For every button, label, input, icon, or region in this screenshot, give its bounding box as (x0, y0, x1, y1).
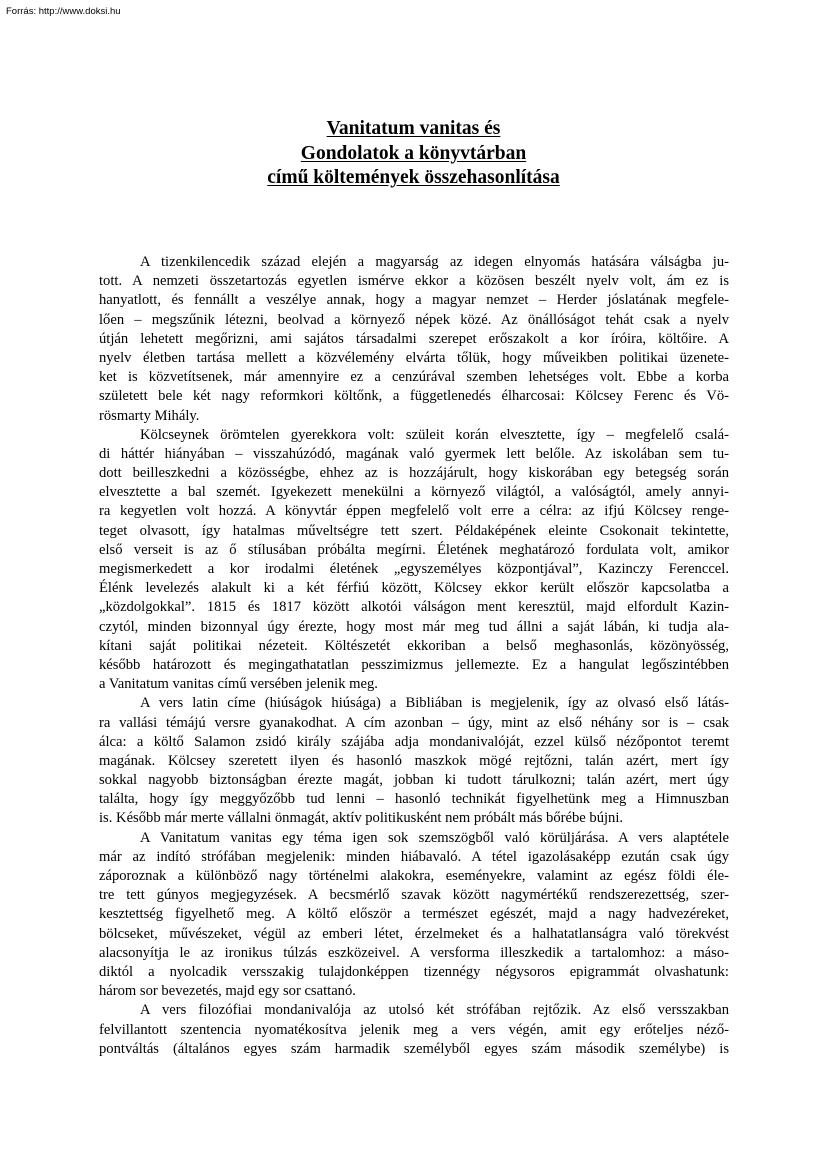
paragraph-line: teget olvasott, így hatalmas műveltségre tett szert. Példaképének eleinte Csokonait tekintette, (99, 522, 729, 539)
paragraph-line: czytól, minden bizonnyal úgy érezte, hogy most már meg tud állni a saját lábán, ki tudja ala- (99, 618, 729, 635)
paragraph-line: tre tett gúnyos megjegyzések. A becsmérlő szavak között nagymértékű rendszerezettség, szer- (99, 887, 729, 904)
paragraph-line: alacsonyítja le az ironikus túlzás eszközeivel. A versforma illeszkedik a tartalomhoz: a máso- (99, 944, 729, 961)
paragraph-line: nyelv életben tartása mellett a közvélemény elvárta tőlük, hogy műveikben politikai üzenete- (99, 349, 729, 366)
paragraph-line: záporoznak a különböző nagy történelmi alakokra, eseményekre, valamint az egész földi éle- (99, 868, 729, 884)
paragraph-line: kítani saját politikai nézeteit. Költészetét ekkoriban a belső meghasonlás, közönyösség, (99, 637, 729, 654)
paragraph-line: később határozott és megingathatatlan pesszimizmus jellemezte. Ez a hangulat legőszintébben (99, 656, 729, 673)
title-line: Gondolatok a könyvtárban (300, 142, 527, 164)
paragraph-line: rösmarty Mihály. (99, 407, 200, 424)
paragraph-line: már az indító strófában megjelenik: minden hiábavaló. A tétel igazolásaképp ezután csak úgy (99, 848, 729, 865)
paragraph-line: ra kegyetlen volt hozzá. A könyvtár éppen megfelelő volt erre a célra: az ifjú Kölcsey renge- (99, 503, 729, 520)
paragraph-line: első verseit is az ő stílusában próbálta megírni. Életének meghatározó fordulata volt, amikor (99, 541, 729, 558)
paragraph (99, 426, 729, 695)
paragraph-line: A vers filozófiai mondanivalója az utolsó két strófában rejtőzik. Az első versszakban (140, 1002, 729, 1019)
paragraph-line: találta, hogy így meggyőzőbb tud lenni – hasonló technikát figyelhetünk meg a Himnuszban (99, 791, 729, 808)
paragraph-line: Kölcseynek örömtelen gyerekkora volt: szüleit korán elvesztette, így – megfelelő csalá- (140, 426, 729, 443)
paragraph-line: elvesztette a bal szemét. Igyekezett menekülni a környező világtól, a valóságtól, amely annyi- (99, 484, 729, 501)
paragraph-line: felvillantott szentencia nyomatékosítva jelenik meg a vers végén, amit egy erőteljes néző- (99, 1021, 729, 1038)
paragraph-line: pontváltás (általános egyes szám harmadik személyből egyes szám második személybe) is (99, 1040, 729, 1057)
paragraph-line: A Vanitatum vanitas egy téma igen sok szemszögből való körüljárása. A vers alaptétele (140, 829, 729, 846)
paragraph-line: Élénk levelezés alakult ki a két férfiú között, Kölcsey ekkor került először kapcsolatba a (99, 580, 729, 597)
paragraph-line: A vers latin címe (hiúságok hiúsága) a Bibliában is megjelenik, így az olvasó első látás- (140, 695, 729, 712)
paragraph-line: „közdolgokkal”. 1815 és 1817 között alkotói válságon ment keresztül, majd elfordult Kazin- (99, 599, 729, 616)
paragraph-line: álca: a költő Salamon zsidó király szájába adja mondanivalóját, ezzel külső nézőpontot teremt (99, 733, 729, 750)
paragraph-line: három sor bevezetés, majd egy sor csattanó. (99, 983, 356, 1000)
paragraph (99, 1001, 729, 1059)
title-line: Vanitatum vanitas és (326, 118, 501, 139)
paragraph-line: is. Később már merte vállalni önmagát, aktív politikusként nem próbált más bőrébe bújni. (99, 810, 624, 827)
paragraph-line: diktól a nyolcadik versszakig tulajdonképpen tizennégy négysoros epigrammát olvashatunk: (99, 963, 729, 980)
paragraph-line: útján lehetett megőrizni, ami sajátos társadalmi szerepet erőszakolt a kor íróira, költőire. A (99, 330, 729, 347)
paragraph-line: dott beilleszkedni a közösségbe, ehhez az is hozzájárult, hogy kiskorában egy betegség során (99, 465, 729, 482)
title-line: című költemények összehasonlítása (267, 167, 560, 188)
source-label: Forrás: http://www.doksi.hu (6, 6, 121, 17)
paragraph-line: tott. A nemzeti összetartozás egyetlen ismérve ekkor a közösen beszélt nyelv volt, ám ez is (99, 273, 729, 290)
document-body (99, 253, 729, 1059)
paragraph-line: ra vallási témájú versre gyanakodhat. A cím azonban – úgy, mint az első néhány sor is – csak (99, 714, 729, 731)
paragraph (99, 694, 729, 828)
paragraph-line: megismerkedett a kor irodalmi életének „egyszemélyes központjával”, Kazinczy Ferenccel. (99, 561, 729, 577)
paragraph-line: született bele két nagy reformkori költőnk, a függetlenedés élharcosai: Kölcsey Ferenc és Vö- (99, 388, 729, 405)
paragraph-line: lően – megszűnik létezni, beolvad a környező népek közé. Az önállóságot tehát csak a nyelv (99, 311, 729, 328)
paragraph-line: magának. Kölcsey szeretett ilyen és hasonló maszkok mögé rejtőzni, talán azért, mert így (99, 752, 729, 769)
paragraph-line: di háttér hiányában – visszahúzódó, magának való gyermek lett belőle. Az iskolában sem tu- (99, 445, 729, 462)
paragraph-line: ket is közvetítsenek, már amennyire ez a cenzúrával szemben lehetséges volt. Ebbe a korba (99, 369, 729, 386)
paragraph-line: hanyatlott, és fennállt a veszélye annak, hogy a magyar nemzet – Herder jóslatának megfele- (99, 292, 729, 309)
paragraph-line: bölcseket, művészeket, végül az emberi létet, érzelmeket és a halhatatlanságra való törekvést (99, 925, 729, 942)
paragraph-line: kesztettség figyelhető meg. A költő először a természet egészét, majd a nagy hadvezéreket, (99, 906, 729, 923)
document-title (0, 117, 827, 191)
paragraph-line: a Vanitatum vanitas című versében jelenik meg. (99, 676, 378, 693)
paragraph-line: A tizenkilencedik század elején a magyarság az idegen elnyomás hatására válságba ju- (140, 254, 729, 270)
paragraph (99, 253, 729, 426)
paragraph-line: sokkal nagyobb biztonságban érezte magát, jobban ki tudott tárulkozni; talán azért, mert úgy (99, 772, 729, 789)
paragraph (99, 829, 729, 1002)
